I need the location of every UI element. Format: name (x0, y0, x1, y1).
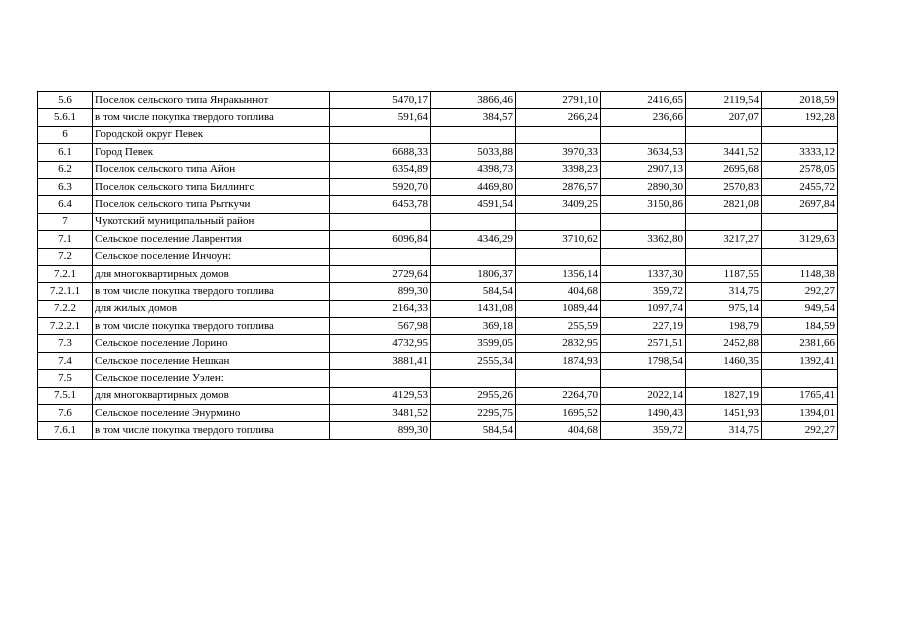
value-cell: 3881,41 (330, 352, 431, 369)
value-cell: 3634,53 (601, 144, 686, 161)
table-row (38, 126, 838, 143)
value-cell: 236,66 (601, 109, 686, 126)
value-cell (516, 126, 601, 143)
value-cell (601, 213, 686, 230)
value-cell: 384,57 (431, 109, 516, 126)
row-number-cell: 6.3 (38, 178, 93, 195)
value-cell: 6354,89 (330, 161, 431, 178)
row-number-cell: 7.2.2 (38, 300, 93, 317)
tariff-table-body (38, 92, 838, 440)
row-number-cell: 7.2.1.1 (38, 283, 93, 300)
value-cell: 2555,34 (431, 352, 516, 369)
value-cell: 1765,41 (762, 387, 838, 404)
value-cell (601, 126, 686, 143)
value-cell: 3409,25 (516, 196, 601, 213)
value-cell: 1806,37 (431, 265, 516, 282)
value-cell: 2264,70 (516, 387, 601, 404)
value-cell: 2907,13 (601, 161, 686, 178)
value-cell: 6096,84 (330, 231, 431, 248)
value-cell: 3970,33 (516, 144, 601, 161)
table-row (38, 109, 838, 126)
value-cell: 567,98 (330, 318, 431, 335)
row-number-cell: 7.5.1 (38, 387, 93, 404)
value-cell: 1460,35 (686, 352, 762, 369)
value-cell: 6453,78 (330, 196, 431, 213)
table-row (38, 335, 838, 352)
value-cell: 3217,27 (686, 231, 762, 248)
value-cell (431, 213, 516, 230)
value-cell: 6688,33 (330, 144, 431, 161)
value-cell (330, 213, 431, 230)
value-cell: 2570,83 (686, 178, 762, 195)
value-cell: 3866,46 (431, 92, 516, 109)
value-cell: 5033,88 (431, 144, 516, 161)
value-cell (516, 213, 601, 230)
value-cell: 1431,08 (431, 300, 516, 317)
table-row (38, 370, 838, 387)
row-name-cell: в том числе покупка твердого топлива (93, 109, 330, 126)
value-cell: 949,54 (762, 300, 838, 317)
row-name-cell: для жилых домов (93, 300, 330, 317)
value-cell: 2022,14 (601, 387, 686, 404)
row-name-cell: Сельское поселение Нешкан (93, 352, 330, 369)
value-cell (330, 370, 431, 387)
row-name-cell: Сельское поселение Уэлен: (93, 370, 330, 387)
value-cell (686, 213, 762, 230)
table-row (38, 387, 838, 404)
row-number-cell: 5.6 (38, 92, 93, 109)
value-cell: 5470,17 (330, 92, 431, 109)
tariff-table (37, 91, 838, 440)
value-cell (762, 126, 838, 143)
table-row (38, 161, 838, 178)
value-cell: 1394,01 (762, 405, 838, 422)
value-cell (431, 126, 516, 143)
value-cell (686, 248, 762, 265)
value-cell: 4469,80 (431, 178, 516, 195)
value-cell: 2876,57 (516, 178, 601, 195)
value-cell (601, 370, 686, 387)
row-number-cell: 7.2.2.1 (38, 318, 93, 335)
value-cell: 2832,95 (516, 335, 601, 352)
value-cell: 2571,51 (601, 335, 686, 352)
value-cell: 4732,95 (330, 335, 431, 352)
value-cell: 591,64 (330, 109, 431, 126)
value-cell: 1356,14 (516, 265, 601, 282)
value-cell: 3129,63 (762, 231, 838, 248)
value-cell (330, 248, 431, 265)
row-name-cell: Сельское поселение Лаврентия (93, 231, 330, 248)
row-number-cell: 6 (38, 126, 93, 143)
value-cell: 192,28 (762, 109, 838, 126)
row-number-cell: 7.1 (38, 231, 93, 248)
table-row (38, 92, 838, 109)
value-cell: 369,18 (431, 318, 516, 335)
row-name-cell: Чукотский муниципальный район (93, 213, 330, 230)
row-number-cell: 6.2 (38, 161, 93, 178)
value-cell (762, 248, 838, 265)
table-row (38, 265, 838, 282)
value-cell: 1451,93 (686, 405, 762, 422)
row-number-cell: 7.4 (38, 352, 93, 369)
table-row (38, 318, 838, 335)
value-cell: 2119,54 (686, 92, 762, 109)
row-number-cell: 5.6.1 (38, 109, 93, 126)
value-cell: 3150,86 (601, 196, 686, 213)
row-number-cell: 7.5 (38, 370, 93, 387)
value-cell: 2381,66 (762, 335, 838, 352)
value-cell: 314,75 (686, 283, 762, 300)
row-name-cell: Поселок сельского типа Рыткучи (93, 196, 330, 213)
value-cell (762, 370, 838, 387)
value-cell: 2791,10 (516, 92, 601, 109)
value-cell: 3333,12 (762, 144, 838, 161)
value-cell: 3599,05 (431, 335, 516, 352)
table-row (38, 196, 838, 213)
row-name-cell: Поселок сельского типа Янракыннот (93, 92, 330, 109)
value-cell: 899,30 (330, 422, 431, 439)
row-name-cell: в том числе покупка твердого топлива (93, 283, 330, 300)
value-cell (686, 126, 762, 143)
table-row (38, 248, 838, 265)
row-number-cell: 6.1 (38, 144, 93, 161)
value-cell: 5920,70 (330, 178, 431, 195)
table-row (38, 283, 838, 300)
value-cell (330, 126, 431, 143)
value-cell: 2164,33 (330, 300, 431, 317)
table-row (38, 213, 838, 230)
row-number-cell: 7.2 (38, 248, 93, 265)
value-cell: 3481,52 (330, 405, 431, 422)
value-cell: 1695,52 (516, 405, 601, 422)
value-cell: 2955,26 (431, 387, 516, 404)
row-name-cell: Сельское поселение Энурмино (93, 405, 330, 422)
value-cell: 314,75 (686, 422, 762, 439)
row-name-cell: для многоквартирных домов (93, 387, 330, 404)
value-cell: 975,14 (686, 300, 762, 317)
value-cell: 3441,52 (686, 144, 762, 161)
value-cell: 292,27 (762, 283, 838, 300)
value-cell: 4129,53 (330, 387, 431, 404)
row-name-cell: в том числе покупка твердого топлива (93, 422, 330, 439)
table-row (38, 231, 838, 248)
table-row (38, 178, 838, 195)
value-cell: 359,72 (601, 283, 686, 300)
value-cell: 2697,84 (762, 196, 838, 213)
value-cell (601, 248, 686, 265)
value-cell: 2890,30 (601, 178, 686, 195)
value-cell: 2452,88 (686, 335, 762, 352)
value-cell: 4346,29 (431, 231, 516, 248)
value-cell (516, 248, 601, 265)
table-row (38, 352, 838, 369)
value-cell: 3710,62 (516, 231, 601, 248)
row-name-cell: в том числе покупка твердого топлива (93, 318, 330, 335)
value-cell: 1089,44 (516, 300, 601, 317)
value-cell: 404,68 (516, 283, 601, 300)
value-cell: 359,72 (601, 422, 686, 439)
value-cell: 899,30 (330, 283, 431, 300)
value-cell: 184,59 (762, 318, 838, 335)
row-name-cell: Сельское поселение Лорино (93, 335, 330, 352)
row-name-cell: Сельское поселение Инчоун: (93, 248, 330, 265)
value-cell: 1097,74 (601, 300, 686, 317)
value-cell: 266,24 (516, 109, 601, 126)
value-cell: 1798,54 (601, 352, 686, 369)
table-row (38, 300, 838, 317)
row-number-cell: 7.3 (38, 335, 93, 352)
row-number-cell: 7.2.1 (38, 265, 93, 282)
value-cell (431, 370, 516, 387)
value-cell: 1490,43 (601, 405, 686, 422)
value-cell: 255,59 (516, 318, 601, 335)
value-cell (431, 248, 516, 265)
row-name-cell: Поселок сельского типа Айон (93, 161, 330, 178)
value-cell: 2455,72 (762, 178, 838, 195)
value-cell: 2695,68 (686, 161, 762, 178)
value-cell: 292,27 (762, 422, 838, 439)
value-cell: 2295,75 (431, 405, 516, 422)
value-cell (516, 370, 601, 387)
value-cell: 1392,41 (762, 352, 838, 369)
row-number-cell: 7 (38, 213, 93, 230)
table-row (38, 422, 838, 439)
value-cell: 1874,93 (516, 352, 601, 369)
value-cell: 3398,23 (516, 161, 601, 178)
value-cell: 404,68 (516, 422, 601, 439)
value-cell: 227,19 (601, 318, 686, 335)
value-cell: 4591,54 (431, 196, 516, 213)
row-number-cell: 7.6 (38, 405, 93, 422)
value-cell (762, 213, 838, 230)
row-number-cell: 7.6.1 (38, 422, 93, 439)
row-number-cell: 6.4 (38, 196, 93, 213)
value-cell: 2729,64 (330, 265, 431, 282)
value-cell: 198,79 (686, 318, 762, 335)
row-name-cell: Городской округ Певек (93, 126, 330, 143)
value-cell: 584,54 (431, 422, 516, 439)
row-name-cell: Город Певек (93, 144, 330, 161)
table-row (38, 144, 838, 161)
value-cell: 3362,80 (601, 231, 686, 248)
value-cell: 1827,19 (686, 387, 762, 404)
value-cell: 207,07 (686, 109, 762, 126)
value-cell: 584,54 (431, 283, 516, 300)
value-cell: 1337,30 (601, 265, 686, 282)
value-cell: 4398,73 (431, 161, 516, 178)
value-cell: 1148,38 (762, 265, 838, 282)
table-row (38, 405, 838, 422)
value-cell: 2018,59 (762, 92, 838, 109)
value-cell: 2416,65 (601, 92, 686, 109)
value-cell: 1187,55 (686, 265, 762, 282)
value-cell: 2578,05 (762, 161, 838, 178)
row-name-cell: Поселок сельского типа Биллингс (93, 178, 330, 195)
value-cell (686, 370, 762, 387)
value-cell: 2821,08 (686, 196, 762, 213)
row-name-cell: для многоквартирных домов (93, 265, 330, 282)
